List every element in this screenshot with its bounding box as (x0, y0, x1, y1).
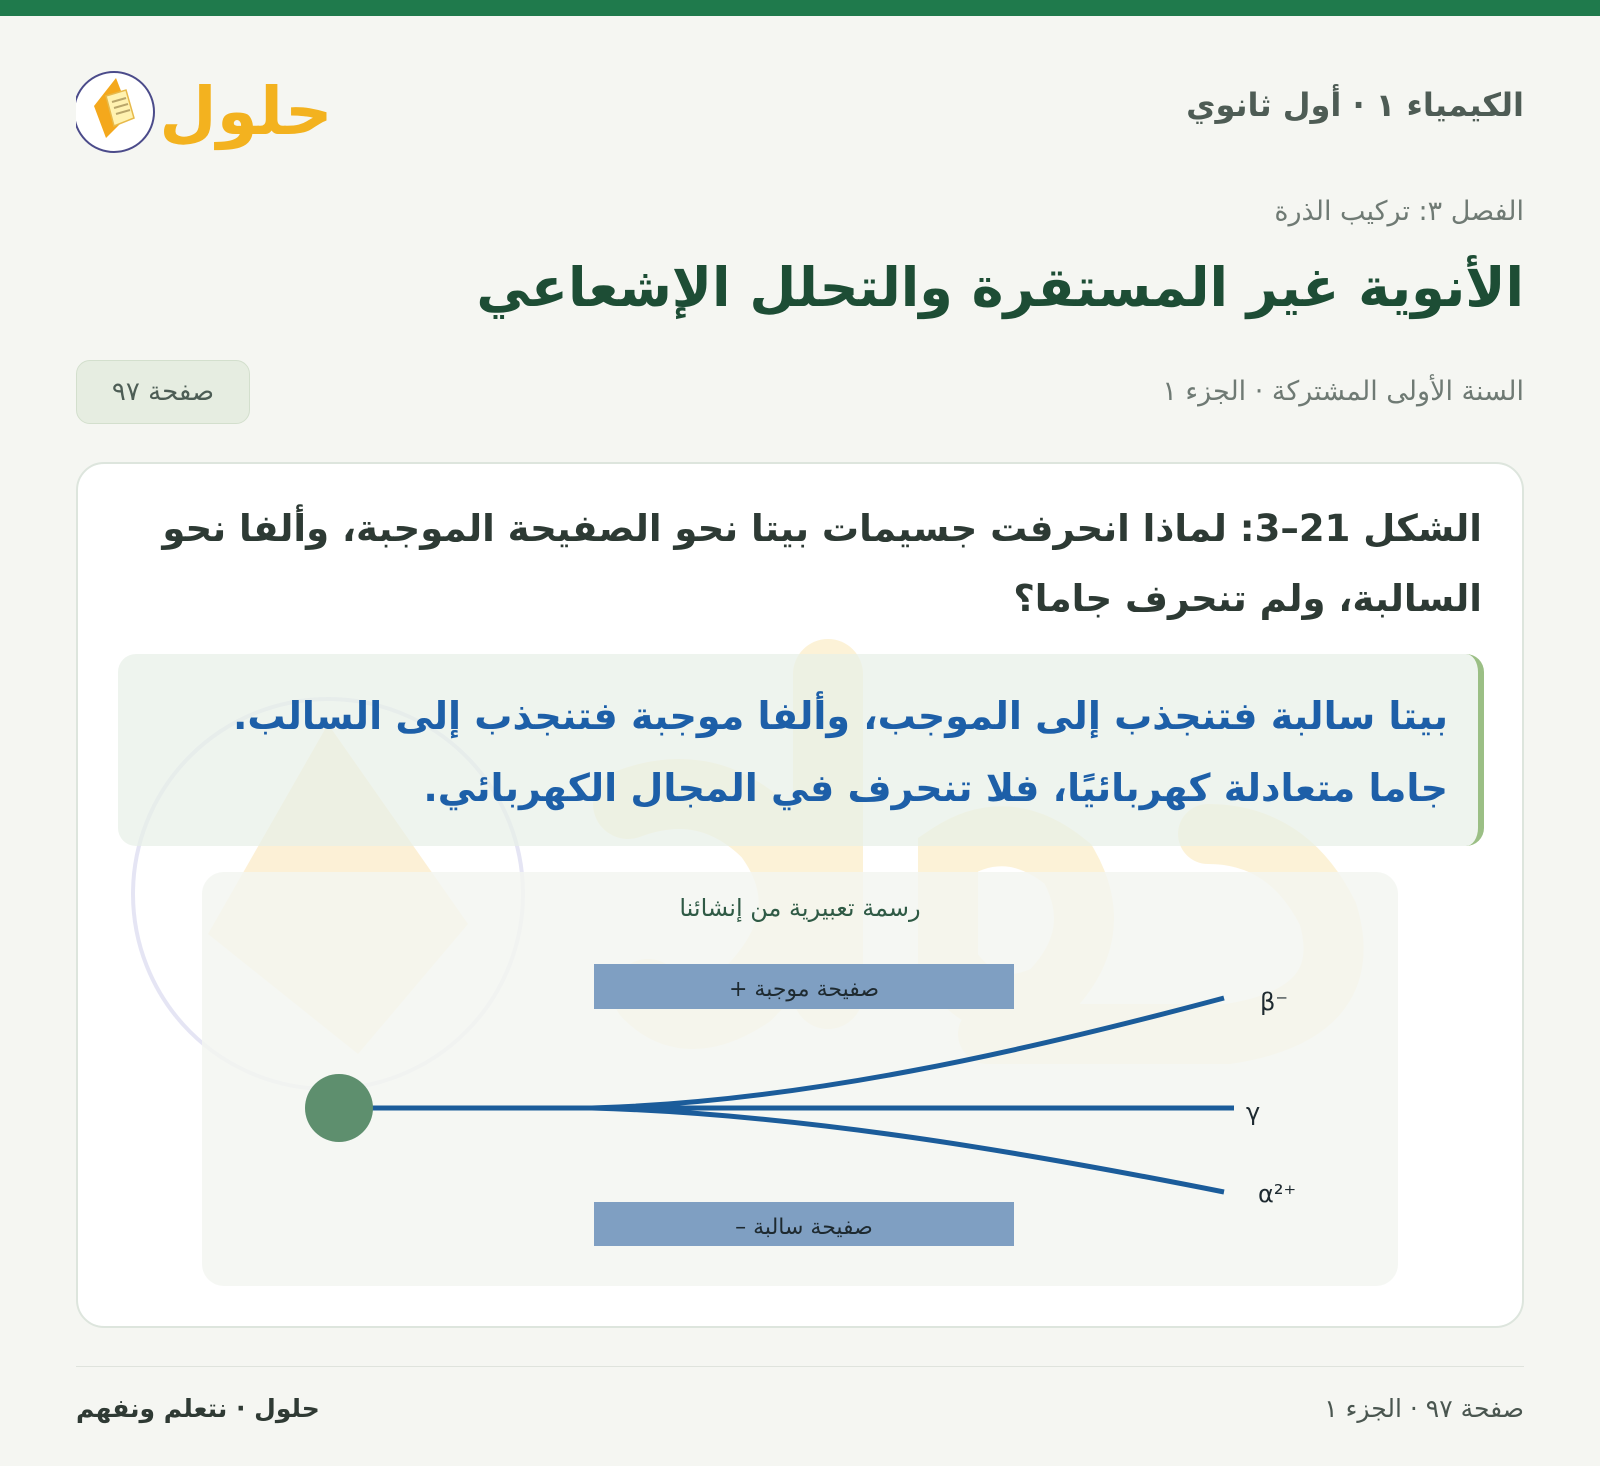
page-badge: صفحة ٩٧ (76, 360, 250, 424)
subject-title: الكيمياء ١ · أول ثانوي (1186, 86, 1524, 124)
beta-ray (592, 998, 1224, 1108)
negative-plate-label: صفيحة سالبة – (735, 1215, 873, 1240)
answer-box (118, 654, 1484, 846)
gamma-label: γ (1246, 1098, 1261, 1126)
answer-line-2: جاما متعادلة كهربائيًا، فلا تنحرف في المجال الكهربائي. (423, 766, 1448, 810)
hulul-logo[interactable] (76, 56, 336, 160)
radioactive-source (305, 1074, 373, 1142)
top-accent-bar (0, 0, 1600, 16)
question-text: الشكل 21–3: لماذا انحرفت جسيمات بيتا نحو الصفيحة الموجبة، وألفا نحو السالبة، ولم تنحرف جاما؟ (162, 507, 1482, 620)
footer-page-info: صفحة ٩٧ · الجزء ١ (1324, 1394, 1524, 1423)
illustration-caption: رسمة تعبيرية من إنشائنا (679, 894, 921, 922)
logo-wordmark: حلول (159, 73, 333, 150)
positive-plate-label: صفيحة موجبة + (728, 977, 880, 1002)
deflection-illustration (202, 872, 1398, 1286)
alpha-ray (592, 1108, 1224, 1192)
alpha-label: α²⁺ (1258, 1180, 1297, 1208)
lesson-title: الأنوية غير المستقرة والتحلل الإشعاعي (476, 256, 1524, 319)
footer-brand: حلول · نتعلم ونفهم (76, 1394, 320, 1423)
footer-divider (76, 1366, 1524, 1367)
header (76, 56, 1524, 160)
meta-label: السنة الأولى المشتركة · الجزء ١ (1162, 376, 1524, 407)
chapter-label: الفصل ٣: تركيب الذرة (1274, 196, 1524, 227)
beta-label: β⁻ (1260, 988, 1288, 1016)
answer-line-1: بيتا سالبة فتنجذب إلى الموجب، وألفا موجبة فتنجذب إلى السالب. (232, 694, 1448, 738)
deflection-diagram (202, 872, 1398, 1286)
question-card (76, 462, 1524, 1328)
